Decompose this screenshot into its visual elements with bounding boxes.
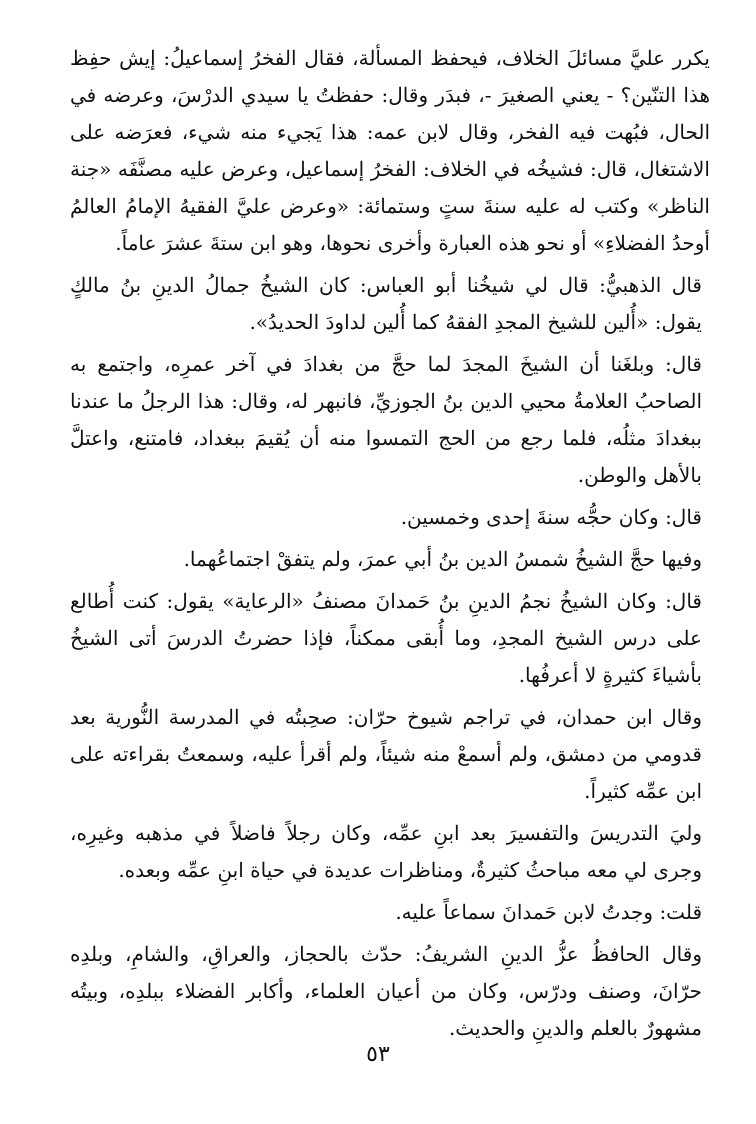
paragraph-8: وليَ التدريسَ والتفسيرَ بعد ابنِ عمِّه، وكان رجلاً فاضلاً في مذهبه وغيرِه، وجرى لي معه مباحثُ كثيرةٌ، ومناظرات عديدة في حياة ابنِ عمِّه وبعده. — [70, 821, 702, 882]
paragraph-9: قلت: وجدتُ لابن حَمدانَ سماعاً عليه. — [395, 900, 702, 924]
page-number: ٥٣ — [366, 1042, 390, 1067]
body-text — [70, 40, 710, 1052]
paragraph-6: قال: وكان الشيخُ نجمُ الدينِ بنُ حَمدانَ مصنفُ «الرعاية» يقول: كنت أُطالع على درس الشيخ المجدِ، وما أُبقى ممكناً، فإذا حضرتُ الدرسَ أتى الشيخُ بأشياءَ كثيرةٍ لا أعرفُها. — [70, 589, 702, 687]
paragraph-4: قال: وكان حجُّه سنةَ إحدى وخمسين. — [400, 505, 702, 529]
paragraph-10: وقال الحافظُ عزُّ الدينِ الشريفُ: حدّث بالحجاز، والعراقِ، والشامِ، وبلدِه حرّانَ، وصنف ودرّس، وكان من أعيان العلماء، وأكابر الفضلاء ببلدِه، وبيتُه مشهورٌ بالعلم والدينِ والحديث. — [70, 942, 702, 1040]
paragraph-7: وقال ابن حمدان، في تراجم شيوخ حرّان: صحِبتُه في المدرسة النُّورية بعد قدومي من دمشق، ولم أسمعْ منه شيئاً، ولم أقرأ عليه، وسمعتُ بقراءته على ابن عمِّه كثيراً. — [70, 705, 702, 803]
paragraph-1: يكرر عليَّ مسائلَ الخلاف، فيحفظ المسألة، فقال الفخرُ إسماعيلُ: إيش حفِظ هذا التنّين؟ - يعني الصغيرَ -، فبدَر وقال: حفظتُ يا سيدي الدرْسَ، وعرضه في الحال، فبُهت فيه الفخر، وقال لابن عمه: هذا يَجيء منه شيء، فعرَضه على الاشتغال، قال: فشيخُه في الخلاف: الفخرُ إسماعيل، وعرض عليه مصنَّفَه «جنة الناظر» وكتب له عليه سنةَ ستٍ وستمائة: «وعرض عليَّ الفقيهُ الإمامُ العالمُ أوحدُ الفضلاءِ» أو نحو هذه العبارة وأخرى نحوها، وهو ابن ستةَ عشرَ عاماً. — [70, 46, 710, 255]
paragraph-5: وفيها حجَّ الشيخُ شمسُ الدين بنُ أبي عمرَ، ولم يتفقْ اجتماعُهما. — [183, 547, 702, 571]
paragraph-2: قال الذهبيُّ: قال لي شيخُنا أبو العباس: كان الشيخُ جمالُ الدينِ بنُ مالكٍ يقول: «أُلين للشيخ المجدِ الفقهُ كما أُلين لداودَ الحديدُ». — [70, 273, 702, 334]
paragraph-3: قال: وبلغَنا أن الشيخَ المجدَ لما حجَّ من بغدادَ في آخر عمرِه، واجتمع به الصاحبُ العلامةُ محيي الدين بنُ الجوزيِّ، فانبهر له، وقال: هذا الرجلُ ما عندنا ببغدادَ مثلُه، فلما رجع من الحج التمسوا منه أن يُقيمَ ببغداد، فامتنع، واعتلَّ بالأهل والوطن. — [70, 352, 702, 487]
